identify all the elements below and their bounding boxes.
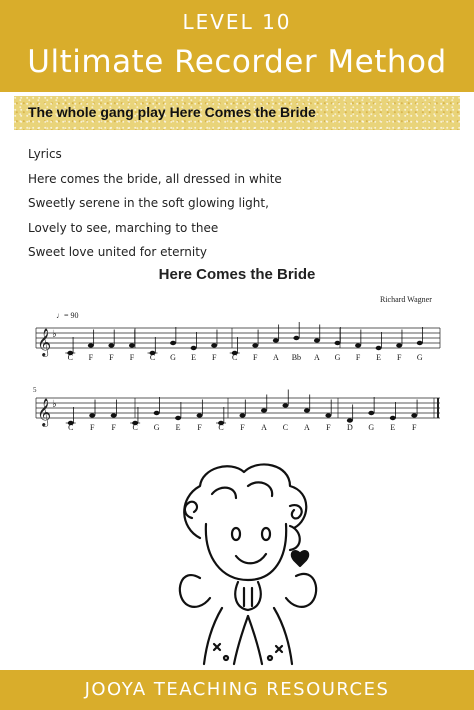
- note-name: E: [376, 353, 382, 362]
- note-head: [261, 408, 267, 412]
- lyric-line: Lovely to see, marching to thee: [28, 220, 219, 235]
- note-name: E: [191, 353, 197, 362]
- note-head: [417, 341, 423, 345]
- note-name: E: [175, 423, 181, 432]
- measure-number: 5: [33, 386, 37, 394]
- note-name: G: [334, 353, 341, 362]
- notes-system-2: [66, 390, 418, 426]
- treble-clef-icon: 𝄞: [37, 328, 52, 356]
- note-name: F: [412, 423, 417, 432]
- lyrics-block: [28, 142, 282, 265]
- note-head: [108, 343, 114, 347]
- tempo-marking: ♩= 90: [56, 311, 79, 320]
- note-head: [396, 343, 402, 347]
- note-name: G: [368, 423, 375, 432]
- note-name: F: [88, 353, 94, 362]
- header-banner: [0, 0, 474, 92]
- note-head: [191, 346, 197, 350]
- notes-system-1: [65, 322, 422, 355]
- note-head: [411, 413, 417, 417]
- note-head: [154, 411, 160, 415]
- note-names-system-2: [68, 423, 417, 432]
- note-head: [111, 413, 117, 417]
- note-name: D: [346, 423, 353, 432]
- note-head: [240, 413, 246, 417]
- song-title: Here Comes the Bride: [158, 266, 316, 283]
- flat-sign-icon: ♭: [52, 399, 57, 410]
- note-head: [355, 343, 361, 347]
- note-head: [197, 413, 203, 417]
- note-name: Bb: [291, 353, 302, 362]
- note-name: C: [218, 423, 224, 432]
- note-head: [293, 336, 299, 340]
- subtitle: The whole gang play Here Comes the Bride: [28, 104, 316, 120]
- publisher-name: JOOYA TEACHING RESOURCES: [84, 679, 390, 700]
- note-head: [175, 416, 181, 420]
- note-head: [314, 338, 320, 342]
- subtitle-banner: [14, 96, 460, 130]
- flat-sign-icon: ♭: [52, 329, 57, 340]
- note-head: [273, 338, 279, 342]
- note-head: [368, 411, 374, 415]
- note-name: C: [282, 423, 289, 432]
- lyric-line: Sweetly serene in the soft glowing light,: [28, 196, 269, 210]
- note-head: [376, 346, 382, 350]
- note-name: F: [355, 353, 361, 362]
- note-name: G: [416, 353, 423, 362]
- page-title: Ultimate Recorder Method: [27, 44, 447, 80]
- cartoon-bride-illustration: [140, 458, 340, 668]
- note-head: [304, 408, 310, 412]
- note-name: F: [89, 423, 95, 432]
- note-name: C: [67, 353, 73, 362]
- note-names-system-1: [68, 353, 423, 362]
- note-name: F: [197, 423, 202, 432]
- note-head: [88, 343, 94, 347]
- note-name: F: [109, 353, 114, 362]
- footer-banner: [0, 670, 474, 710]
- note-head: [252, 343, 258, 347]
- note-name: G: [153, 423, 160, 432]
- note-head: [129, 343, 135, 347]
- note-name: C: [68, 423, 74, 432]
- note-name: C: [149, 353, 156, 362]
- note-name: F: [326, 423, 331, 432]
- note-name: E: [390, 423, 396, 432]
- note-name: A: [261, 423, 267, 432]
- note-name: C: [232, 353, 238, 362]
- note-name: F: [396, 353, 402, 362]
- note-name: F: [129, 353, 135, 362]
- note-name: G: [170, 353, 176, 362]
- note-head: [325, 413, 331, 417]
- note-name: F: [240, 423, 245, 432]
- sheet-music: [0, 300, 474, 445]
- lyric-line: Here comes the bride, all dressed in white: [28, 171, 282, 186]
- note-name: A: [314, 353, 320, 362]
- note-head: [335, 341, 341, 345]
- note-name: A: [272, 353, 279, 362]
- note-head: [89, 413, 95, 417]
- note-head: [211, 343, 217, 347]
- note-name: F: [111, 423, 116, 432]
- lyrics-heading: Lyrics: [28, 147, 62, 161]
- staff-system-1: [36, 328, 440, 348]
- composer: Richard Wagner: [380, 295, 432, 304]
- level-label: LEVEL 10: [182, 10, 292, 34]
- note-name: A: [304, 423, 310, 432]
- note-head: [282, 403, 288, 407]
- staff-system-2: [36, 398, 440, 418]
- note-name: F: [253, 353, 258, 362]
- note-head: [170, 341, 176, 345]
- note-head: [390, 416, 396, 420]
- note-name: C: [132, 423, 138, 432]
- lyric-line: Sweet love united for eternity: [28, 245, 208, 259]
- treble-clef-icon: 𝄞: [37, 398, 52, 426]
- note-name: F: [211, 353, 217, 362]
